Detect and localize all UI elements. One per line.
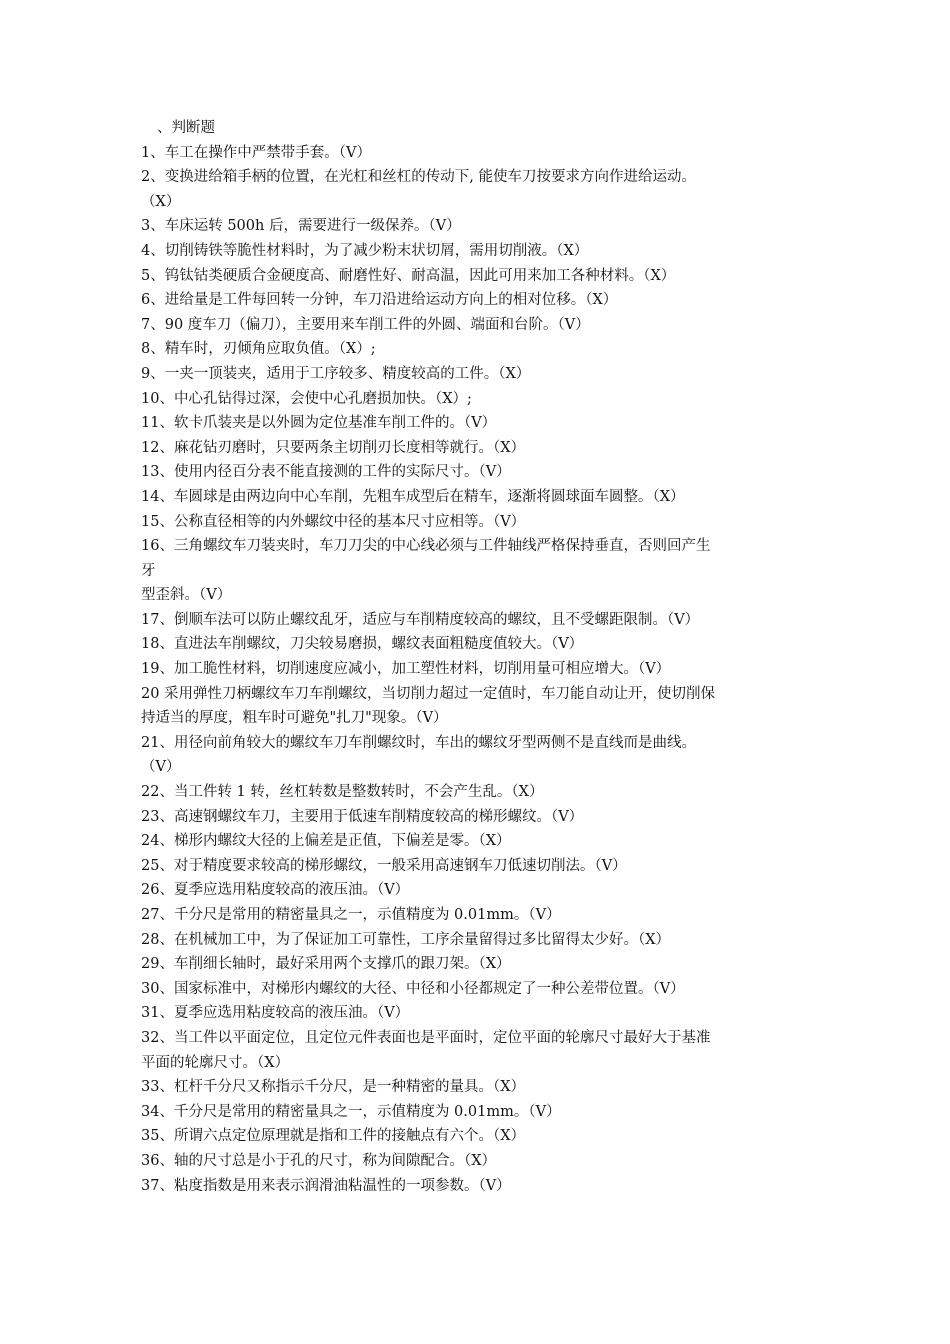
question-line: 持适当的厚度，粗车时可避免"扎刀"现象。（V） — [141, 710, 448, 727]
question-line: 23、高速钢螺纹车刀，主要用于低速车削精度较高的梯形螺纹。（V） — [141, 808, 584, 825]
question-line: （V） — [141, 759, 181, 776]
question-line: 24、梯形内螺纹大径的上偏差是正值，下偏差是零。（X） — [141, 833, 511, 850]
question-line: 22、当工件转 1 转，丝杠转数是整数转时，不会产生乱。（X） — [141, 784, 544, 801]
question-line: 6、进给量是工件每回转一分钟，车刀沿进给运动方向上的相对位移。（X） — [141, 292, 618, 309]
question-line: 36、轴的尺寸总是小于孔的尺寸，称为间隙配合。（X） — [141, 1152, 497, 1169]
question-line: 12、麻花钻刃磨时，只要两条主切削刃长度相等就行。（X） — [141, 439, 526, 456]
question-line: 2、变换进给箱手柄的位置，在光杠和丝杠的传动下, 能使车刀按要求方向作进给运动。 — [141, 169, 696, 186]
question-line: 10、中心孔钻得过深，会使中心孔磨损加快。（X）; — [141, 390, 472, 407]
question-line: 平面的轮廓尺寸。（X） — [141, 1054, 290, 1071]
question-line: 21、用径向前角较大的螺纹车刀车削螺纹时，车出的螺纹牙型两侧不是直线而是曲线。 — [141, 734, 696, 751]
question-line: 25、对于精度要求较高的梯形螺纹，一般采用高速钢车刀低速切削法。（V） — [141, 857, 627, 874]
question-line: 26、夏季应选用粘度较高的液压油。（V） — [141, 882, 410, 899]
question-line: 4、切削铸铁等脆性材料时，为了减少粉末状切屑，需用切削液。（X） — [141, 242, 589, 259]
question-line: 33、杠杆千分尺又称指示千分尺，是一种精密的量具。（X） — [141, 1079, 526, 1096]
question-line: 34、千分尺是常用的精密量具之一，示值精度为 0.01mm。（V） — [141, 1103, 561, 1120]
question-line: 35、所谓六点定位原理就是指和工件的接触点有六个。（X） — [141, 1128, 526, 1145]
question-line: 13、使用内径百分表不能直接测的工件的实际尺寸。（V） — [141, 464, 511, 481]
question-line: 29、车削细长轴时，最好采用两个支撑爪的跟刀架。（X） — [141, 956, 511, 973]
document-body — [141, 116, 811, 1198]
question-line: 牙 — [141, 562, 156, 579]
question-line: 1、车工在操作中严禁带手套。（V） — [141, 144, 371, 161]
question-line: 27、千分尺是常用的精密量具之一，示值精度为 0.01mm。（V） — [141, 907, 561, 923]
question-line: 37、粘度指数是用来表示润滑油粘温性的一项参数。（V） — [141, 1177, 511, 1194]
question-line: 3、车床运转 500h 后，需要进行一级保养。（V） — [141, 218, 461, 235]
question-line: 20 采用弹性刀柄螺纹车刀车削螺纹，当切削力超过一定值时，车刀能自动让开，使切削保 — [141, 685, 716, 702]
question-line: 7、90 度车刀（偏刀），主要用来车削工件的外圆、端面和台阶。（V） — [141, 316, 590, 333]
question-line: 11、软卡爪装夹是以外圆为定位基准车削工件的。（V） — [141, 415, 497, 432]
question-line: 9、一夹一顶装夹，适用于工序较多、精度较高的工件。（X） — [141, 365, 531, 382]
section-heading: 、判断题 — [157, 120, 215, 136]
question-line: 17、倒顺车法可以防止螺纹乱牙，适应与车削精度较高的螺纹，且不受螺距限制。（V） — [141, 611, 700, 628]
question-line: 8、精车时，刃倾角应取负值。（X）; — [141, 341, 376, 358]
question-line: 31、夏季应选用粘度较高的液压油。（V） — [141, 1005, 410, 1022]
question-line: （X） — [141, 193, 181, 210]
question-line: 15、公称直径相等的内外螺纹中径的基本尺寸应相等。（V） — [141, 513, 526, 530]
question-list — [141, 141, 811, 1199]
question-line: 型歪斜。（V） — [141, 587, 232, 604]
question-line: 16、三角螺纹车刀装夹时，车刀刀尖的中心线必须与工件轴线严格保持垂直，否则回产生 — [141, 538, 711, 555]
question-line: 28、在机械加工中，为了保证加工可靠性，工序余量留得过多比留得太少好。（X） — [141, 931, 671, 948]
question-line: 18、直进法车削螺纹，刀尖较易磨损，螺纹表面粗糙度值较大。（V） — [141, 636, 584, 653]
question-line: 32、当工件以平面定位，且定位元件表面也是平面时，定位平面的轮廓尺寸最好大于基准 — [141, 1029, 711, 1046]
question-line: 5、钨钛钴类硬质合金硬度高、耐磨性好、耐高温，因此可用来加工各种材料。（X） — [141, 267, 676, 284]
question-line: 14、车圆球是由两边向中心车削，先粗车成型后在精车，逐渐将圆球面车圆整。（X） — [141, 488, 685, 505]
question-line: 30、国家标准中，对梯形内螺纹的大径、中径和小径都规定了一种公差带位置。（V） — [141, 980, 685, 997]
question-line: 19、加工脆性材料，切削速度应减小，加工塑性材料，切削用量可相应增大。（V） — [141, 661, 671, 678]
